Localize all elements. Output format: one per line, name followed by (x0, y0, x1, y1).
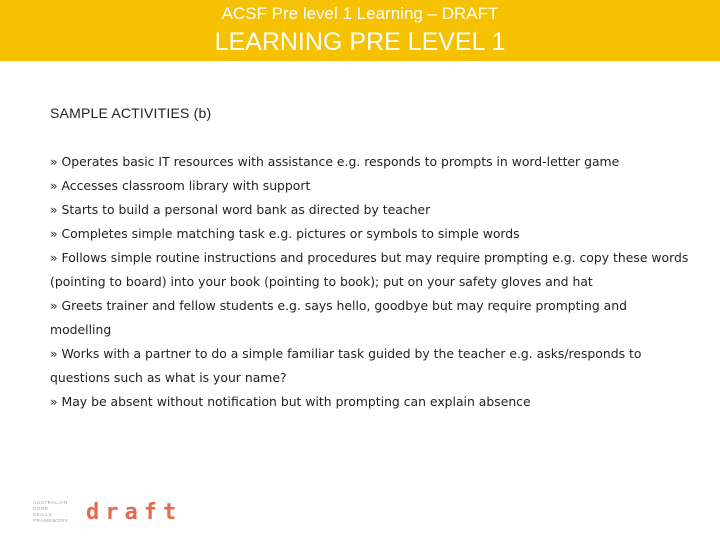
draft-watermark: draft (86, 500, 183, 525)
activity-item: » Operates basic IT resources with assistance e.g. responds to prompts in word-letter game (50, 154, 620, 169)
section-heading: SAMPLE ACTIVITIES (b) (50, 105, 212, 121)
logo-text-line: AUSTRALIAN (33, 500, 68, 505)
logo-text-line: CORE (33, 506, 49, 511)
logo-text-line: SKILLS (33, 512, 53, 517)
acsf-logo (33, 500, 77, 532)
activity-item: » Completes simple matching task e.g. pictures or symbols to simple words (50, 226, 520, 241)
activity-item: » May be absent without notification but with prompting can explain absence (50, 394, 531, 409)
activity-list (50, 150, 690, 414)
activity-item: » Works with a partner to do a simple familiar task guided by the teacher e.g. asks/responds to questions such as what is your name? (50, 346, 642, 385)
activity-item: » Starts to build a personal word bank as directed by teacher (50, 202, 431, 217)
title-banner (0, 0, 720, 61)
page-title: LEARNING PRE LEVEL 1 (214, 28, 506, 56)
logo-text-line: FRAMEWORK (33, 518, 69, 523)
document-subtitle: ACSF Pre level 1 Learning – DRAFT (221, 4, 499, 23)
activity-item: » Greets trainer and fellow students e.g. says hello, goodbye but may require prompting and modelling (50, 298, 627, 337)
activity-item: » Accesses classroom library with support (50, 178, 311, 193)
activity-item: » Follows simple routine instructions and procedures but may require prompting e.g. copy these words (pointing to board) into your book (pointing to book); put on your safety gloves and hat (50, 250, 689, 289)
